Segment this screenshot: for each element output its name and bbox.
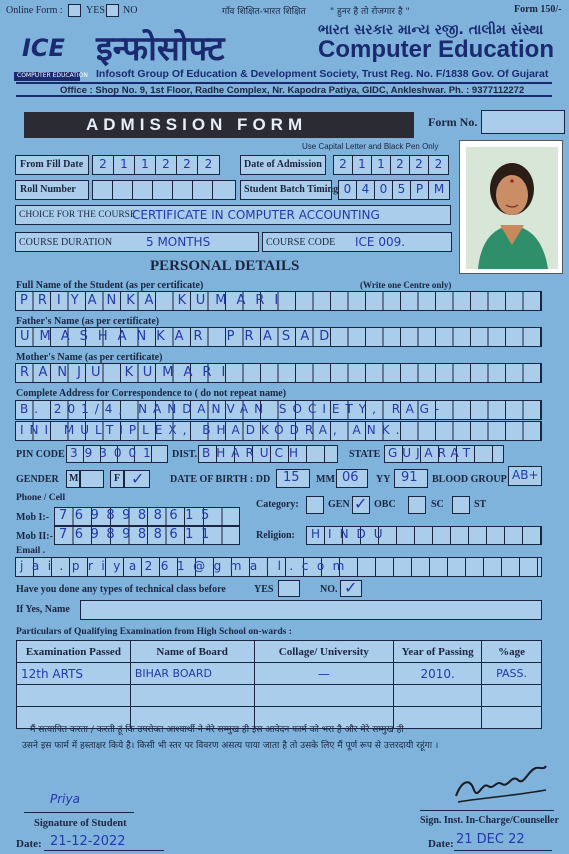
qualification-col-header: Name of Board <box>130 641 254 663</box>
religion-field[interactable] <box>306 526 542 545</box>
if-yes-name-field[interactable] <box>80 600 542 620</box>
address-label: Complete Address for Correspondence to ( do not repeat name) <box>16 388 287 399</box>
category-sc-label: SC <box>431 499 444 510</box>
form-no-field[interactable] <box>481 110 565 134</box>
dob-yy-label: YY <box>376 474 391 485</box>
fill-date-digit: 2 <box>204 157 213 171</box>
mother-name-value: RANJU KUMARI <box>20 365 236 380</box>
year-cell[interactable] <box>394 685 482 707</box>
female-check-mark: ✓ <box>131 469 145 488</box>
tech-no-label: NO. <box>320 584 338 595</box>
percentage-cell[interactable]: PASS. <box>482 663 542 685</box>
qualification-header-row <box>17 641 542 663</box>
admission-label: Date of Admission <box>244 159 322 170</box>
dob-mm-value: 06 <box>342 470 359 485</box>
batch-label: Student Batch Timing <box>244 184 339 195</box>
admission-date-digit: 1 <box>353 156 372 174</box>
dist-field[interactable] <box>198 445 338 463</box>
mob2-field[interactable] <box>54 526 240 545</box>
dob-mm-label: MM <box>316 474 335 485</box>
address-line-1-value: B. 201/4, NANDANVAN SOCIETY, RAG- <box>20 402 446 416</box>
duration-value: 5 MONTHS <box>146 235 211 249</box>
tech-no-checkbox[interactable] <box>340 580 362 597</box>
quote-tagline: " हुनर है तो रोजगार है " <box>330 7 410 17</box>
mob2-value: 7698988611 <box>59 527 217 542</box>
category-st-label: ST <box>474 499 487 510</box>
online-no-checkbox[interactable] <box>106 4 119 17</box>
institute-logo <box>14 30 88 82</box>
qualification-heading: Particulars of Qualifying Examination from High School on-wards : <box>16 627 292 637</box>
dob-mm-field[interactable] <box>336 469 368 488</box>
roll-cell <box>93 181 113 199</box>
mob1-label: Mob I:- <box>16 512 50 523</box>
category-label: Category: <box>256 499 299 510</box>
percentage-cell[interactable] <box>482 707 542 729</box>
mob1-field[interactable] <box>54 507 240 526</box>
fill-date-digit: 1 <box>114 156 135 174</box>
counsellor-date-label: Date: <box>428 838 454 850</box>
roll-cell <box>153 181 173 199</box>
declaration-line-1: मैं सत्यापित करता / करती हूं कि उपरोक्त आश्यार्थी ने मेरे सम्मुख ही इस आवेदन फार्म को भरा है और मेरे सम्मुख ही <box>30 725 404 735</box>
admission-date-cells[interactable] <box>333 155 449 175</box>
if-yes-label: If Yes, Name <box>16 604 70 615</box>
dob-yy-value: 91 <box>401 470 418 485</box>
full-name-field[interactable] <box>15 291 542 311</box>
fill-date-label: From Fill Date <box>20 159 84 170</box>
gender-female-box[interactable] <box>110 470 124 488</box>
tech-no-check-mark: ✓ <box>344 578 358 597</box>
form-no-label: Form No. <box>428 115 478 129</box>
online-yes-label: YES <box>86 5 105 16</box>
state-label: STATE <box>349 449 381 460</box>
board-cell[interactable] <box>130 685 254 707</box>
form-title: ADMISSION FORM <box>86 115 308 134</box>
table-row <box>17 663 542 685</box>
mob2-label: Mob II:- <box>16 531 53 542</box>
personal-details-heading: PERSONAL DETAILS <box>150 258 300 274</box>
table-row <box>17 685 542 707</box>
category-check-mark: ✓ <box>354 494 368 513</box>
mother-name-field[interactable] <box>15 363 542 383</box>
course-choice-field[interactable] <box>15 205 451 225</box>
gender-male-box[interactable] <box>66 470 80 488</box>
fill-date-label-box <box>15 155 89 175</box>
fill-date-digit: 2 <box>156 156 177 174</box>
brand-hindi: इन्फोसोफ्ट <box>96 29 225 69</box>
duration-label: COURSE DURATION <box>19 237 113 248</box>
father-name-field[interactable] <box>15 327 542 347</box>
category-gen-checkbox[interactable] <box>306 496 324 514</box>
online-yes-checkbox[interactable] <box>68 4 81 17</box>
course-choice-value: CERTIFICATE IN COMPUTER ACCOUNTING <box>132 208 380 222</box>
email-label: Email . <box>16 546 46 556</box>
qualification-table <box>16 640 542 729</box>
online-no-label: NO <box>123 5 138 16</box>
qualification-col-header: Collage/ University <box>254 641 394 663</box>
state-value: GUJARAT <box>388 446 476 460</box>
pin-code-value: 393001 <box>70 446 158 460</box>
photo-portrait <box>460 141 564 275</box>
category-obc-checkbox[interactable] <box>352 496 370 514</box>
roll-label-box <box>15 180 89 200</box>
one-centre-note: (Write one Centre only) <box>360 280 452 290</box>
dist-label: DIST. <box>172 449 198 460</box>
roll-number-cells[interactable] <box>92 180 236 200</box>
roll-cell <box>193 181 213 199</box>
roll-cell <box>113 181 133 199</box>
form-fee: Form 150/- <box>514 4 562 15</box>
phone-label: Phone / Cell <box>16 493 66 503</box>
duration-field[interactable] <box>15 232 259 252</box>
brand-english: Computer Education <box>318 36 555 63</box>
counsellor-signature-label: Sign. Inst. In-Charge/Counseller <box>420 815 559 826</box>
student-signature-line <box>24 812 134 813</box>
category-obc-label: OBC <box>374 499 396 510</box>
tech-class-label: Have you done any types of technical class before <box>16 584 226 595</box>
blood-group-field[interactable] <box>508 466 542 486</box>
gender-label: GENDER <box>16 474 59 485</box>
university-cell[interactable]: — <box>254 663 394 685</box>
counsellor-signature <box>452 760 552 810</box>
admission-date-digit: 2 <box>334 156 353 174</box>
dob-yy-field[interactable] <box>394 469 428 488</box>
logo-caption-bar <box>14 72 88 81</box>
student-photo <box>459 140 563 274</box>
fill-date-digit: 2 <box>177 156 198 174</box>
tech-yes-checkbox[interactable] <box>278 580 300 597</box>
gender-female-label: F <box>114 473 121 484</box>
pin-code-field[interactable] <box>66 445 168 463</box>
office-bar <box>16 82 552 97</box>
admission-date-digit: 2 <box>434 157 443 171</box>
qualification-col-header: %age <box>482 641 542 663</box>
society-line: Infosoft Group Of Education & Development Society, Trust Reg. No. F/1838 Gov. Of Gujarat <box>96 68 549 80</box>
address-line-2-value: INI MULTIPLEX, BHADKODRA, ANK. <box>20 423 406 437</box>
batch-time-char: 5 <box>393 181 411 199</box>
address-line-1[interactable] <box>15 400 542 420</box>
counsellor-signature-line <box>420 810 554 811</box>
batch-label-box <box>240 180 339 200</box>
blood-group-value: AB+ <box>512 468 539 482</box>
fill-date-digit: 2 <box>93 156 114 174</box>
admission-date-digit: 1 <box>372 156 391 174</box>
father-name-label: Father's Name (as per certificate) <box>16 316 160 327</box>
father-name-value: UMASHANKAR PRASAD <box>20 329 340 344</box>
gender-male-check[interactable] <box>80 470 104 488</box>
dob-dd-field[interactable] <box>276 469 310 488</box>
board-cell[interactable]: BIHAR BOARD <box>130 663 254 685</box>
batch-time-cells[interactable] <box>338 180 450 200</box>
full-name-label: Full Name of the Student (as per certificate) <box>16 280 204 291</box>
category-sc-checkbox[interactable] <box>408 496 426 514</box>
state-field[interactable] <box>384 445 504 463</box>
office-address: Office : Shop No. 9, 1st Floor, Radhe Complex, Nr. Kapodra Patiya, GIDC, Ankleshwar. Ph. : 9377112272 <box>60 85 525 96</box>
category-st-checkbox[interactable] <box>452 496 470 514</box>
roll-cell <box>133 181 153 199</box>
course-code-value: ICE 009. <box>355 235 406 249</box>
course-choice-label: CHOICE FOR THE COURSE <box>19 210 136 220</box>
qualification-col-header: Year of Passing <box>394 641 482 663</box>
batch-time-char: 0 <box>375 181 393 199</box>
exam-passed-cell[interactable] <box>17 685 131 707</box>
counsellor-date-line <box>454 850 552 851</box>
batch-time-char: 4 <box>357 181 375 199</box>
percentage-cell[interactable] <box>482 685 542 707</box>
gender-female-check[interactable] <box>124 470 150 488</box>
logo-text: ICE <box>22 34 65 62</box>
batch-time-char: P <box>411 181 429 199</box>
blood-group-label: BLOOD GROUP <box>432 474 507 485</box>
admission-date-digit: 2 <box>410 156 429 174</box>
student-date-value: 21-12-2022 <box>50 834 126 849</box>
gujarati-line: ભારત સરકાર માન્ય રજી. તાલીમ સંસ્થા <box>318 22 544 38</box>
dob-label: DATE OF BIRTH : DD <box>170 474 271 485</box>
qualification-col-header: Examination Passed <box>17 641 131 663</box>
email-field[interactable] <box>15 557 542 577</box>
year-cell[interactable] <box>394 707 482 729</box>
roll-cell <box>213 181 235 199</box>
course-code-field[interactable] <box>262 232 452 252</box>
batch-time-char: M <box>433 182 445 196</box>
full-name-value: PRIYANKA KUMARI <box>20 293 289 308</box>
logo-caption: COMPUTER EDUCATION <box>17 72 88 79</box>
capital-note: Use Capital Letter and Black Pen Only <box>302 142 439 151</box>
tech-yes-label: YES <box>254 584 274 595</box>
counsellor-date-value: 21 DEC 22 <box>456 832 525 847</box>
mother-name-label: Mother's Name (as per certificate) <box>16 352 163 363</box>
fill-date-cells[interactable] <box>92 155 220 175</box>
fill-date-digit: 1 <box>135 156 156 174</box>
exam-passed-cell[interactable]: 12th ARTS <box>17 663 131 685</box>
mob1-value: 7698988615 <box>59 508 217 523</box>
student-signature: Priya <box>50 792 80 806</box>
declaration-line-2: उसने इस फार्म में हस्ताक्षर किये है। किसी भी स्तर पर विवरण असत्य पाया जाता है तो उसके लिए मैं पूर्ण रूप से उत्तरदायी रहूंगा । <box>22 741 439 751</box>
address-line-2[interactable] <box>15 421 542 441</box>
dob-dd-value: 15 <box>283 470 300 485</box>
roll-label: Roll Number <box>20 184 76 195</box>
dist-value: BHARUCH <box>202 446 304 460</box>
batch-time-char: 0 <box>339 181 357 199</box>
religion-label: Religion: <box>256 530 295 541</box>
admission-label-box <box>240 155 326 175</box>
student-date-label: Date: <box>16 838 42 850</box>
form-title-bar <box>24 112 414 138</box>
year-cell[interactable]: 2010. <box>394 663 482 685</box>
student-date-line <box>44 850 164 851</box>
email-value: jai.priya261@gmail.com <box>20 559 353 573</box>
gender-male-label: M <box>69 473 79 484</box>
roll-cell <box>173 181 193 199</box>
online-form-label: Online Form : <box>6 5 63 16</box>
course-code-label: COURSE CODE <box>266 237 336 248</box>
admission-date-digit: 2 <box>391 156 410 174</box>
pin-code-label: PIN CODE <box>16 449 65 460</box>
village-tagline: गाँव शिक्षित-भारत शिक्षित <box>222 7 306 17</box>
category-gen-label: GEN <box>328 499 350 510</box>
student-signature-label: Signature of Student <box>34 818 127 829</box>
religion-value: HINDU <box>311 527 391 541</box>
university-cell[interactable] <box>254 685 394 707</box>
